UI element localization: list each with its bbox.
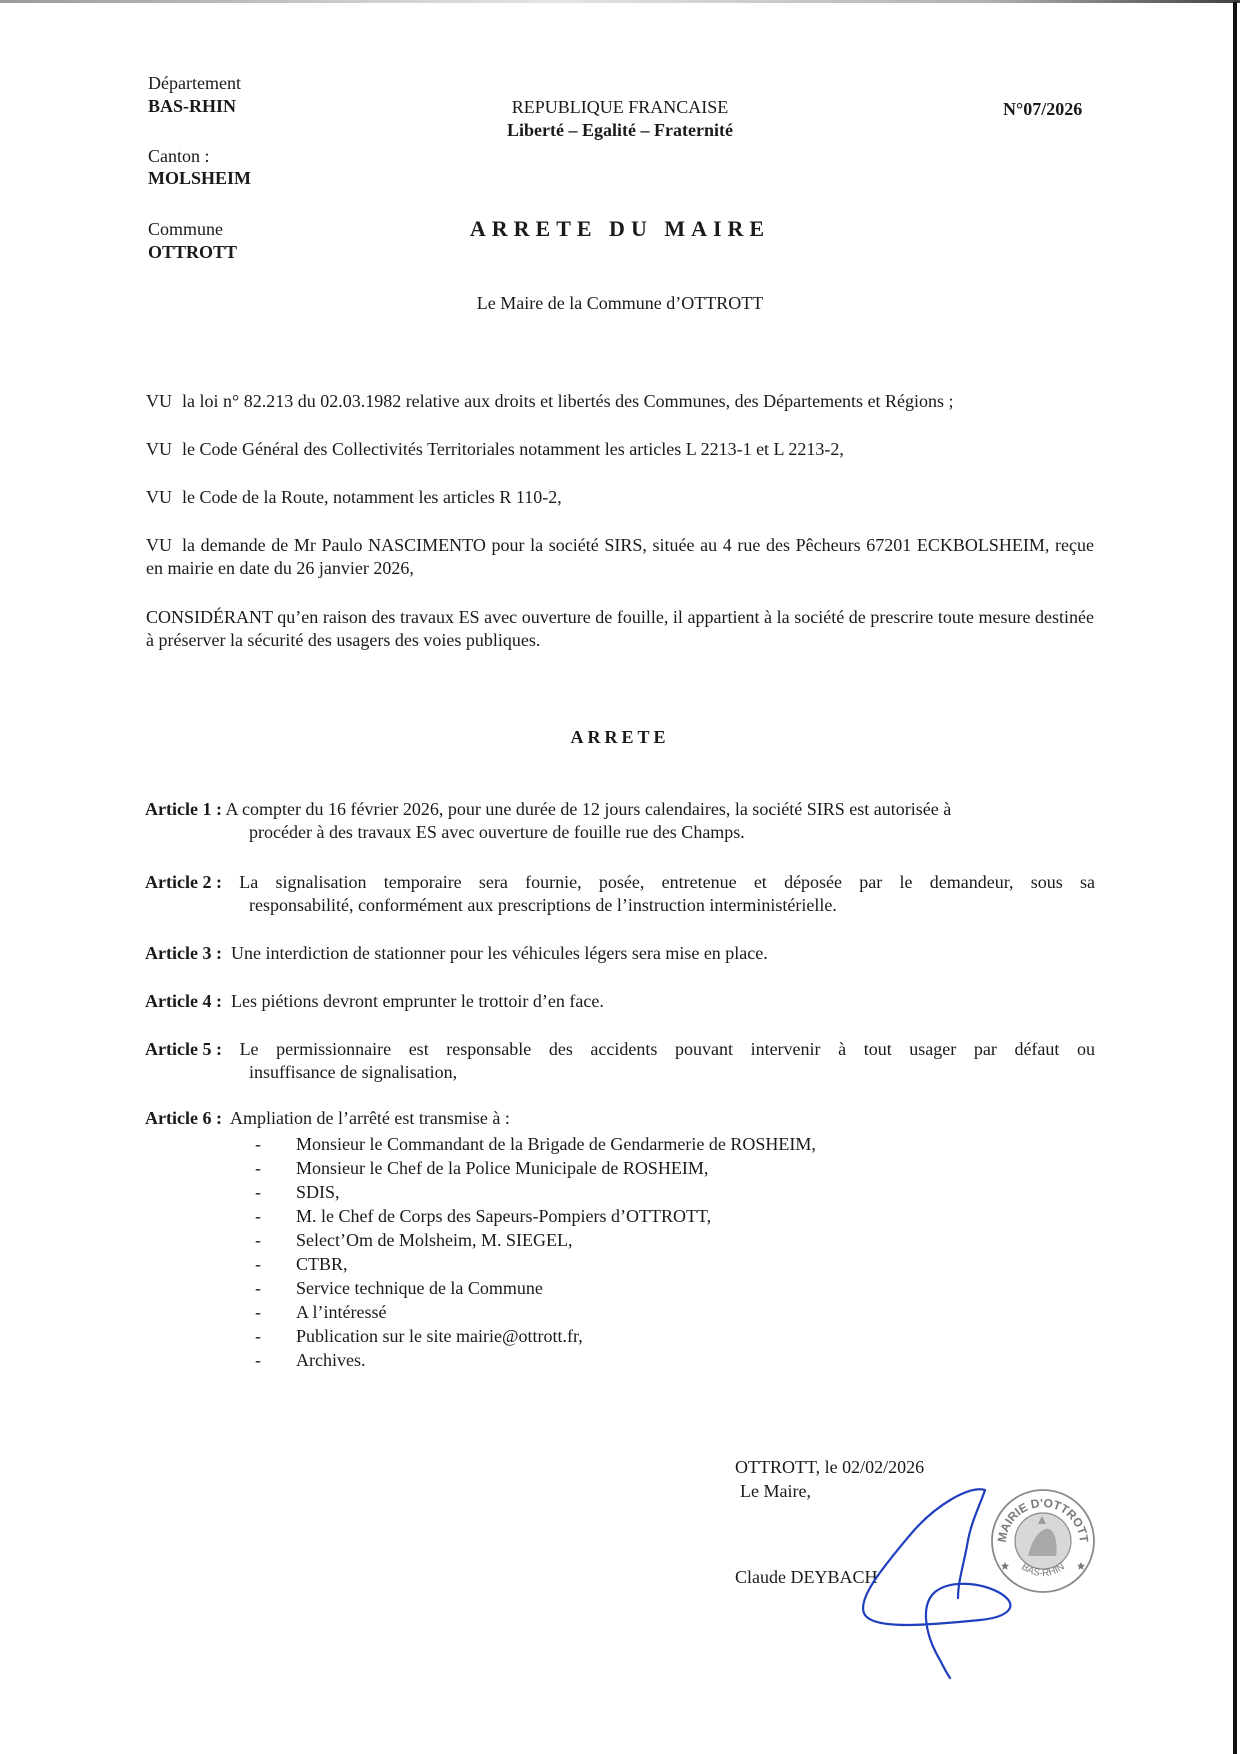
document-title: ARRETE DU MAIRE — [469, 216, 771, 241]
commune-value: OTTROTT — [148, 242, 238, 262]
article-text-line1: La signalisation temporaire sera fournie, posée, entretenue et déposée par le demandeur, sous sa — [239, 872, 1096, 892]
article-text-line1: A compter du 16 février 2026, pour une durée de 12 jours calendaires, la société SIRS est autorisée à — [225, 799, 952, 819]
preamble-text: qu’en raison des travaux ES avec ouverture de fouille, il appartient à la société de prescrire toute mesure destinée à préserver la sécurité des usagers des voies publiques. — [146, 607, 1095, 650]
signature-role: Le Maire, — [740, 1481, 811, 1501]
canton-label: Canton : — [148, 146, 210, 166]
article-label: Article 6 : — [145, 1108, 222, 1128]
republic-heading: REPUBLIQUE FRANCAISE — [511, 97, 729, 117]
article-5 — [145, 1038, 1095, 1084]
signature-stroke — [863, 1489, 1010, 1678]
decree-number: N°07/2026 — [1003, 99, 1083, 119]
article-4 — [145, 990, 1095, 1013]
distribution-list — [255, 1132, 816, 1372]
article-2 — [145, 871, 1095, 917]
distribution-item: - Select’Om de Molsheim, M. SIEGEL, — [255, 1228, 816, 1252]
handwritten-signature — [840, 1480, 1020, 1680]
article-text-line1: Une interdiction de stationner pour les véhicules légers sera mise en place. — [230, 943, 768, 963]
preamble-prefix: VU — [146, 391, 172, 411]
article-6 — [145, 1107, 1095, 1130]
preamble-text: le Code Général des Collectivités Territoriales notamment les articles L 2213-1 et L 2213-2, — [182, 439, 844, 459]
article-label: Article 5 : — [145, 1039, 222, 1059]
article-label: Article 1 : — [145, 799, 222, 819]
article-label: Article 2 : — [145, 872, 222, 892]
distribution-item: - Service technique de la Commune — [255, 1276, 816, 1300]
article-text-line1: Les piétions devront emprunter le trottoir d’en face. — [230, 991, 604, 1011]
preamble-item — [146, 486, 1094, 509]
preamble-prefix: VU — [146, 535, 172, 555]
distribution-item: - Monsieur le Commandant de la Brigade de Gendarmerie de ROSHEIM, — [255, 1132, 816, 1156]
preamble-item — [146, 606, 1094, 652]
stamp-star-right-icon — [1077, 1562, 1085, 1570]
scan-border-right — [1233, 2, 1237, 1754]
preamble-prefix: CONSIDÉRANT — [146, 607, 273, 627]
distribution-item: - CTBR, — [255, 1252, 816, 1276]
preamble-text: le Code de la Route, notamment les articles R 110-2, — [182, 487, 562, 507]
document-subtitle: Le Maire de la Commune d’OTTROTT — [476, 293, 764, 313]
distribution-item: - Monsieur le Chef de la Police Municipale de ROSHEIM, — [255, 1156, 816, 1180]
article-label: Article 4 : — [145, 991, 222, 1011]
article-text-line2: insuffisance de signalisation, — [249, 1062, 458, 1082]
distribution-item: - SDIS, — [255, 1180, 816, 1204]
article-1 — [145, 798, 1095, 844]
stamp-bottom-text: BAS-RHIN — [1019, 1561, 1067, 1580]
distribution-item: - M. le Chef de Corps des Sapeurs-Pompiers d’OTTROTT, — [255, 1204, 816, 1228]
departement-value: BAS-RHIN — [148, 96, 237, 116]
article-text-line2: procéder à des travaux ES avec ouverture de fouille rue des Champs. — [249, 822, 745, 842]
canton-value: MOLSHEIM — [148, 168, 252, 188]
preamble-item — [146, 390, 1094, 413]
commune-label: Commune — [148, 219, 223, 239]
preamble-prefix: VU — [146, 487, 172, 507]
republic-motto: Liberté – Egalité – Fraternité — [507, 120, 733, 140]
distribution-item: - A l’intéressé — [255, 1300, 816, 1324]
preamble-prefix: VU — [146, 439, 172, 459]
article-3 — [145, 942, 1095, 965]
signature-name: Claude DEYBACH — [735, 1567, 878, 1587]
distribution-item: - Archives. — [255, 1348, 816, 1372]
article-text-line1: Ampliation de l’arrêté est transmise à : — [229, 1108, 510, 1128]
stamp-top-text: MAIRIE D'OTTROTT — [994, 1495, 1092, 1544]
preamble-item — [146, 534, 1094, 580]
distribution-item: - Publication sur le site mairie@ottrott.fr, — [255, 1324, 816, 1348]
article-label: Article 3 : — [145, 943, 222, 963]
decision-heading: ARRETE — [570, 727, 670, 747]
scan-border-top — [0, 0, 1240, 3]
article-text-line2: responsabilité, conformément aux prescriptions de l’instruction interministérielle. — [249, 895, 837, 915]
article-text-line1: Le permissionnaire est responsable des accidents pouvant intervenir à tout usager par défaut ou — [239, 1039, 1096, 1059]
signature-place-date: OTTROTT, le 02/02/2026 — [735, 1457, 925, 1477]
preamble-text: la demande de Mr Paulo NASCIMENTO pour la société SIRS, située au 4 rue des Pêcheurs 67201 ECKBOLSHEIM, reçue en mairie en date du 26 janvier 2026, — [146, 535, 1094, 578]
preamble-text: la loi n° 82.213 du 02.03.1982 relative aux droits et libertés des Communes, des Départements et Régions ; — [182, 391, 954, 411]
preamble-item — [146, 438, 1094, 461]
departement-label: Département — [148, 73, 241, 93]
